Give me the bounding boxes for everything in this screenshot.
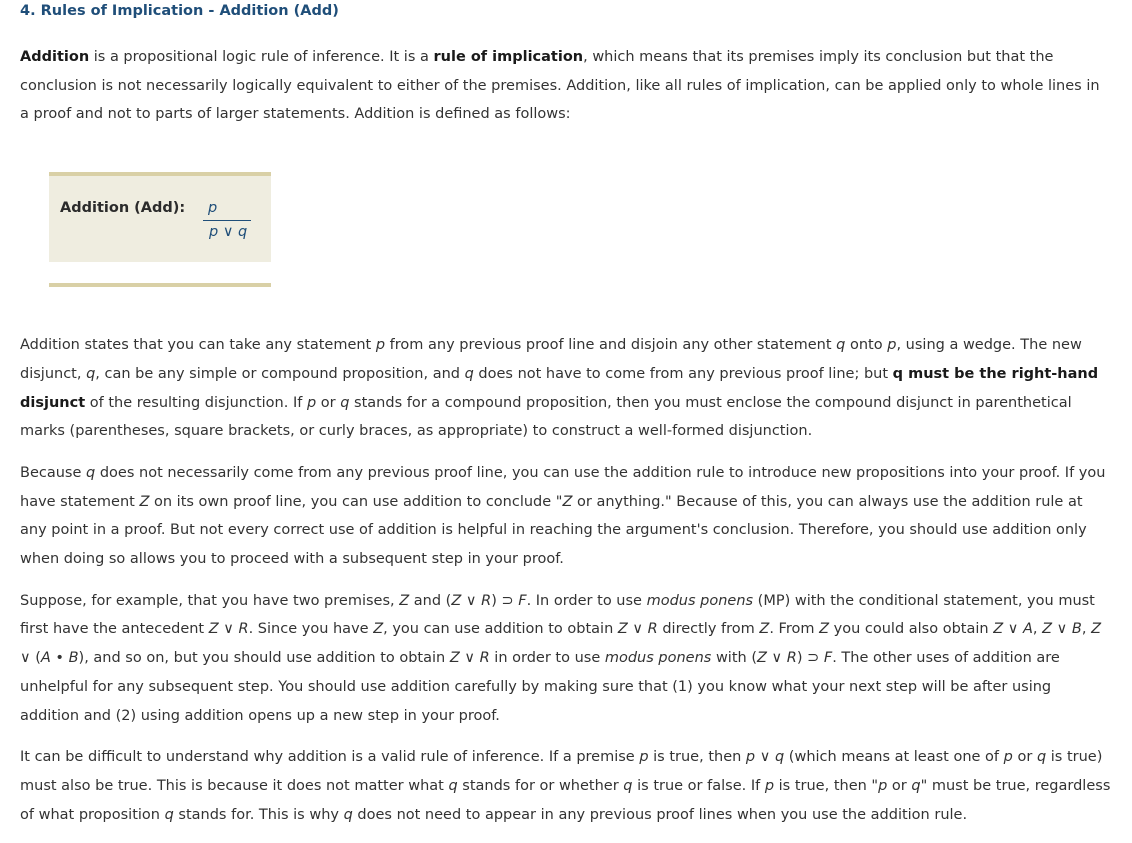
section-heading: 4. Rules of Implication - Addition (Add)	[20, 3, 339, 19]
rule-conclusion: p ∨ q	[209, 224, 248, 241]
rule-box-body	[49, 176, 271, 262]
paragraph-why-valid: It can be difficult to understand why addition is a valid rule of inference. If a premise p is true, then p ∨ q (which means at least one of p or q is true) must also be true. This is because it does not matter what q stands for or whether q is true or false. If p is true, then "p or q" must be true, regardless of what proposition q stands for. This is why q does not need to appear in any previous proof lines when you use the addition rule.	[20, 749, 1111, 823]
paragraph-because-q: Because q does not necessarily come from any previous proof line, you can use the addition rule to introduce new propositions into your proof. If you have statement Z on its own proof line, you can use addition to conclude "Z or anything." Because of this, you can always use the addition rule at any point in a proof. But not every correct use of addition is helpful in reaching the argument's conclusion. Therefore, you should use addition only when doing so allows you to proceed with a subsequent step in your proof.	[20, 464, 1106, 568]
paragraph-addition-states: Addition states that you can take any statement p from any previous proof line and disjoin any other statement q onto p, using a wedge. The new disjunct, q, can be any simple or compound proposition, and q does not have to come from any previous proof line; but q must be the right-hand disjunct of the resulting disjunction. If p or q stands for a compound proposition, then you must enclose the compound disjunct in parenthetical marks (parentheses, square brackets, or curly braces, as appropriate) to construct a well-formed disjunction.	[20, 337, 1099, 440]
rule-box-bottom-divider	[49, 283, 271, 287]
rule-name: Addition (Add):	[60, 200, 186, 217]
intro-paragraph: Addition is a propositional logic rule of inference. It is a rule of implication, which means that its premises imply its conclusion but that the conclusion is not necessarily logically equivalent to either of the premises. Addition, like all rules of implication, can be applied only to whole lines in a proof and not to parts of larger statements. Addition is defined as follows:	[20, 49, 1100, 123]
paragraph-suppose-example: Suppose, for example, that you have two premises, Z and (Z ∨ R) ⊃ F. In order to use modus ponens (MP) with the conditional statement, you must first have the antecedent Z ∨ R. Since you have Z, you can use addition to obtain Z ∨ R directly from Z. From Z you could also obtain Z ∨ A, Z ∨ B, Z ∨ (A • B), and so on, but you should use addition to obtain Z ∨ R in order to use modus ponens with (Z ∨ R) ⊃ F. The other uses of addition are unhelpful for any subsequent step. You should use addition carefully by making sure that (1) you know what your next step will be after using addition and (2) using addition opens up a new step in your proof.	[20, 592, 1101, 724]
emphasis-right-hand-disjunct: q must be the right-hand disjunct	[20, 365, 1099, 411]
term-addition: Addition	[20, 49, 90, 65]
inference-line	[203, 220, 251, 221]
term-rule-of-implication: rule of implication	[433, 49, 584, 65]
rule-premise: p	[208, 200, 218, 217]
rule-definition-box	[49, 172, 271, 287]
